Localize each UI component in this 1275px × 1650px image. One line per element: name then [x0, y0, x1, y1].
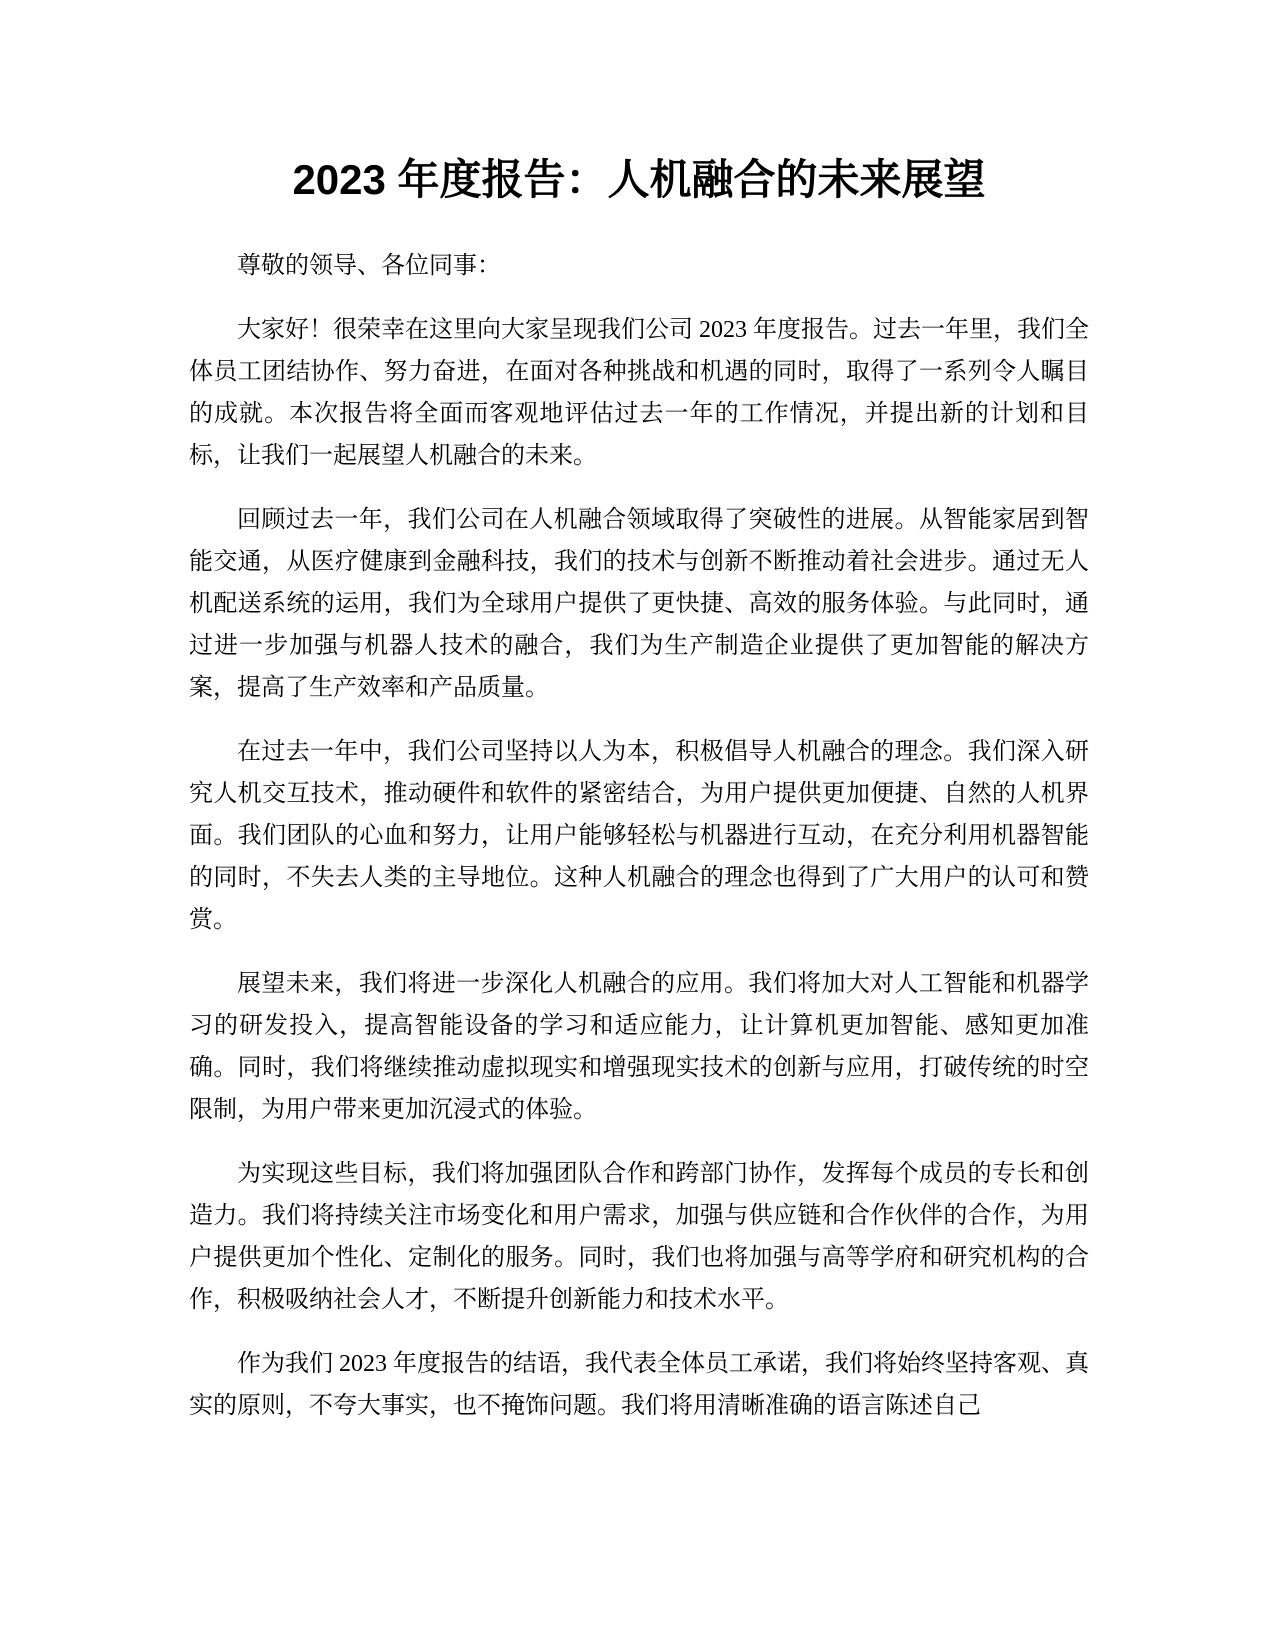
paragraph-salutation: 尊敬的领导、各位同事：	[237, 253, 501, 279]
paragraph-review: 回顾过去一年，我们公司在人机融合领域取得了突破性的进展。从智能家居到智能交通，从医疗健康到金融科技，我们的技术与创新不断推动着社会进步。通过无人机配送系统的运用，我们为全球用户提供了更快捷、高效的服务体验。与此同时，通过进一步加强与机器人技术的融合，我们为生产制造企业提供了更加智能的解决方案，提高了生产效率和产品质量。	[189, 507, 1089, 701]
paragraph-greeting: 大家好！很荣幸在这里向大家呈现我们公司 2023 年度报告。过去一年里，我们全体员工团结协作、努力奋进，在面对各种挑战和机遇的同时，取得了一系列令人瞩目的成就。本次报告将全面而客观地评估过去一年的工作情况，并提出新的计划和目标，让我们一起展望人机融合的未来。	[189, 317, 1089, 469]
document-title: 2023 年度报告：人机融合的未来展望	[292, 156, 986, 203]
paragraph-conclusion: 作为我们 2023 年度报告的结语，我代表全体员工承诺，我们将始终坚持客观、真实的原则，不夸大事实，也不掩饰问题。我们将用清晰准确的语言陈述自己	[189, 1351, 1089, 1419]
paragraph-outlook: 展望未来，我们将进一步深化人机融合的应用。我们将加大对人工智能和机器学习的研发投入，提高智能设备的学习和适应能力，让计算机更加智能、感知更加准确。同时，我们将继续推动虚拟现实和增强现实技术的创新与应用，打破传统的时空限制，为用户带来更加沉浸式的体验。	[189, 971, 1089, 1123]
paragraph-goals: 为实现这些目标，我们将加强团队合作和跨部门协作，发挥每个成员的专长和创造力。我们将持续关注市场变化和用户需求，加强与供应链和合作伙伴的合作，为用户提供更加个性化、定制化的服务。同时，我们也将加强与高等学府和研究机构的合作，积极吸纳社会人才，不断提升创新能力和技术水平。	[189, 1161, 1089, 1313]
paragraph-philosophy: 在过去一年中，我们公司坚持以人为本，积极倡导人机融合的理念。我们深入研究人机交互技术，推动硬件和软件的紧密结合，为用户提供更加便捷、自然的人机界面。我们团队的心血和努力，让用户能够轻松与机器进行互动，在充分利用机器智能的同时，不失去人类的主导地位。这种人机融合的理念也得到了广大用户的认可和赞赏。	[189, 739, 1089, 933]
